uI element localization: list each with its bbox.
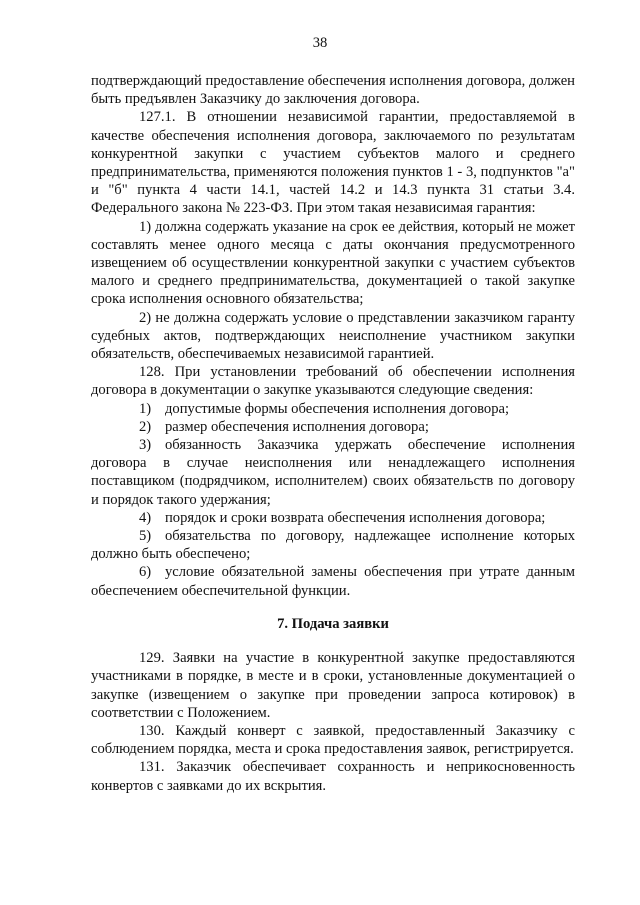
list-item-number: 1): [139, 400, 152, 417]
paragraph-131: 131. Заказчик обеспечивает сохранность и неприкосновенность конвертов с заявками до их вскрытия.: [91, 759, 575, 794]
list-item-number: 3): [139, 437, 152, 454]
paragraph-130: 130. Каждый конверт с заявкой, предоставленный Заказчику с соблюдением порядка, места и срока предоставления заявок, регистрируется.: [91, 722, 575, 758]
list-item: [91, 418, 575, 436]
paragraph-continuation: подтверждающий предоставление обеспечения исполнения договора, должен быть предъявлен Заказчику до заключения договора.: [91, 73, 575, 108]
list-item: [91, 527, 575, 563]
page-number: 38: [312, 35, 328, 51]
list-item-text: размер обеспечения исполнения договора;: [165, 418, 429, 435]
list-item-number: 6): [139, 564, 152, 581]
list-item-number: 2): [139, 418, 152, 435]
list-item: [91, 400, 575, 418]
section-heading: 7. Подача заявки: [277, 615, 389, 632]
list-item: [91, 563, 575, 599]
list-item-text: порядок и сроки возврата обеспечения исполнения договора;: [165, 509, 546, 526]
paragraph-127-1-item-2: 2) не должна содержать условие о представлении заказчиком гаранту судебных актов, подтверждающих неисполнение участником закупки обязательств, обеспечиваемых независимой гарантией.: [91, 309, 575, 363]
list-item-text: обязательства по договору, надлежащее исполнение которых должно быть обеспечено;: [91, 528, 575, 563]
list-item: [91, 509, 575, 527]
document-body: [91, 72, 575, 795]
list-item-text: обязанность Заказчика удержать обеспечение исполнения договора в случае неисполнения или ненадлежащего исполнения поставщиком (подрядчиком, исполнителем) своих обязательств по договору и порядок такого удержания;: [91, 437, 575, 508]
paragraph-127-1-item-1: 1) должна содержать указание на срок ее действия, который не может составлять менее одного месяца с даты окончания предусмотренного извещением об осуществлении конкурентной закупки с участием субъектов малого и среднего предпринимательства, документацией о такой закупке срока исполнения основного обязательства;: [91, 218, 575, 308]
paragraph-129: 129. Заявки на участие в конкурентной закупке предоставляются участниками в порядке, в месте и в сроки, установленные документацией о закупке (извещением о закупке при проведении запроса котировок) в соответствии с Положением.: [91, 650, 575, 721]
list-item-text: условие обязательной замены обеспечения при утрате данным обеспечением обеспечительной функции.: [91, 564, 575, 599]
list-item: [91, 436, 575, 509]
list-item-number: 4): [139, 509, 152, 526]
list-item-number: 5): [139, 528, 152, 545]
list-item-text: допустимые формы обеспечения исполнения договора;: [165, 400, 510, 417]
paragraph-128: 128. При установлении требований об обеспечении исполнения договора в документации о закупке указываются следующие сведения:: [91, 364, 575, 399]
paragraph-127-1: 127.1. В отношении независимой гарантии, предоставляемой в качестве обеспечения исполнения договора, заключаемого по результатам конкурентной закупки с участием субъектов малого и среднего предпринимательства, применяются положения пунктов 1 - 3, подпунктов "а" и "б" пункта 4 части 14.1, частей 14.2 и 14.3 пункта 31 статьи 3.4. Федерального закона № 223-ФЗ. При этом такая независимая гарантия:: [91, 109, 575, 217]
